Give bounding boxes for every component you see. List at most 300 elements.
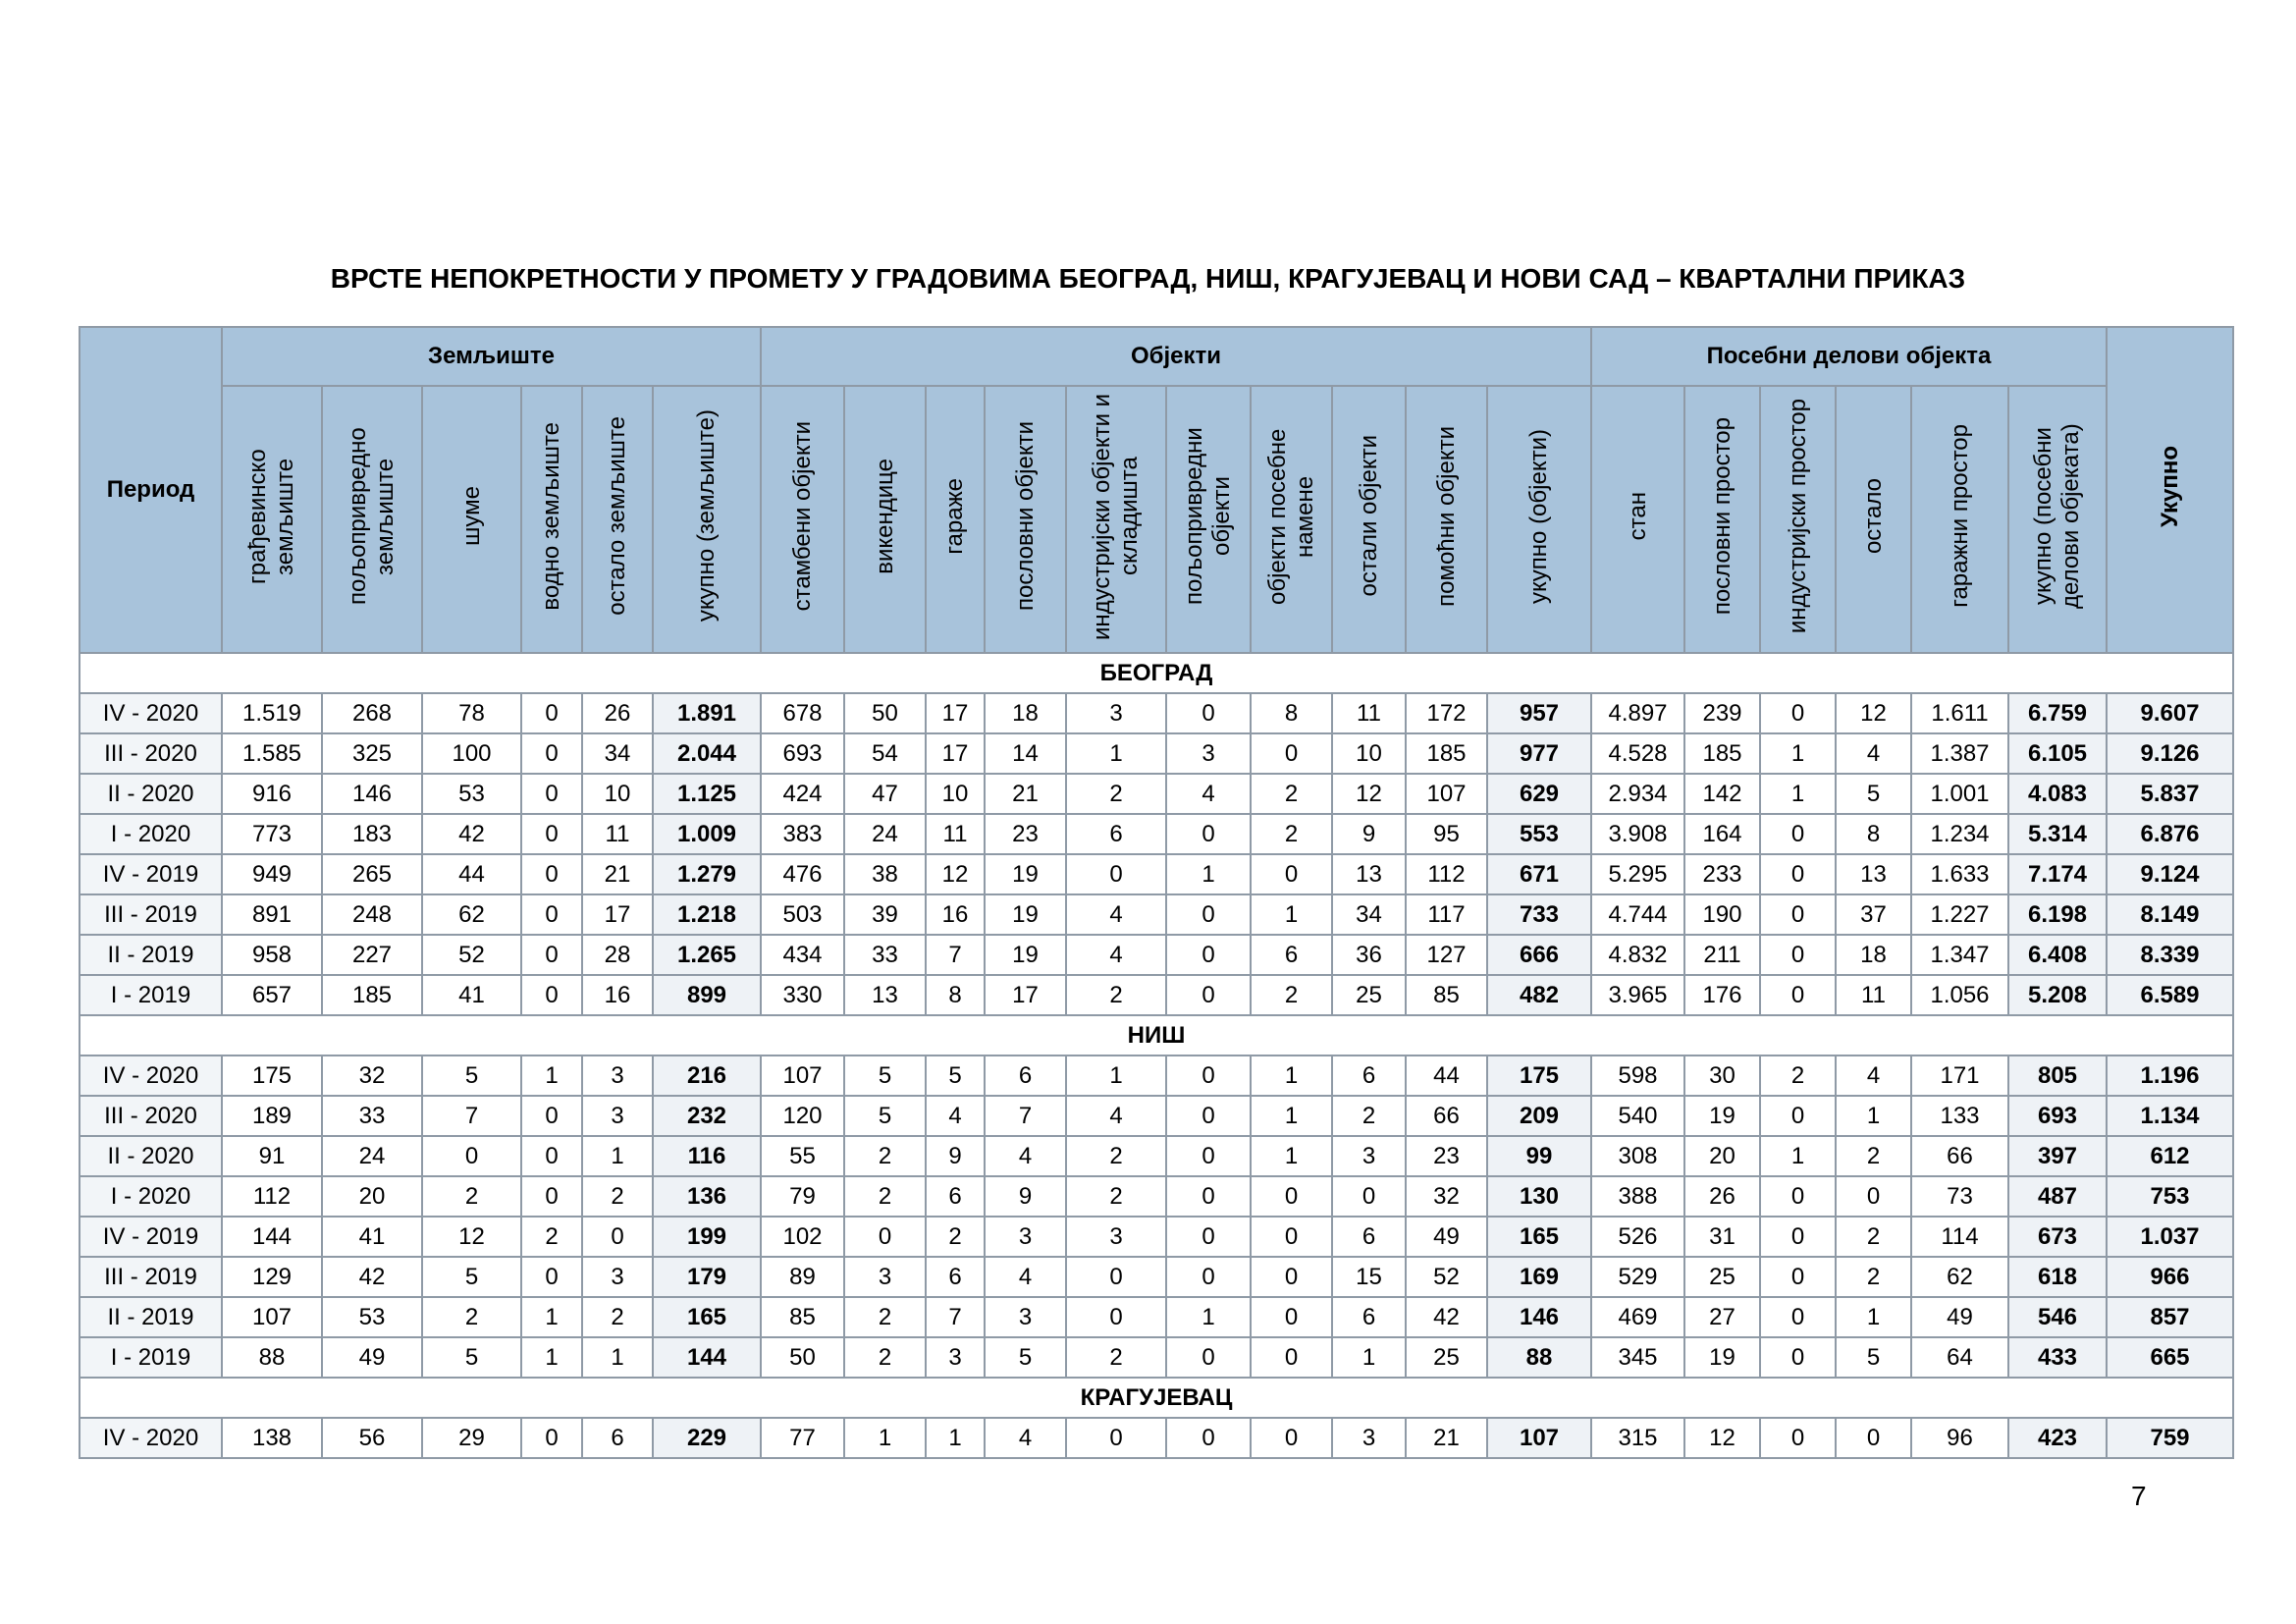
value-cell: 2 (422, 1297, 521, 1337)
header-label: пољопривредно земљиште (345, 427, 399, 605)
table-row (80, 1176, 2233, 1217)
header-group-parts: Посебни делови објекта (1591, 327, 2107, 386)
value-cell: 10 (582, 774, 653, 814)
value-cell: 2 (582, 1176, 653, 1217)
value-cell: 37 (1836, 894, 1911, 935)
value-cell: 18 (985, 693, 1066, 733)
header-parts-col-5 (2008, 386, 2107, 653)
value-cell: 3 (1332, 1136, 1406, 1176)
value-cell: 0 (1166, 1257, 1251, 1297)
value-cell: 0 (521, 1096, 582, 1136)
value-cell: 19 (1684, 1337, 1760, 1378)
value-cell: 66 (1406, 1096, 1487, 1136)
value-cell: 42 (322, 1257, 422, 1297)
value-cell: 5.314 (2008, 814, 2107, 854)
value-cell: 0 (1760, 1297, 1836, 1337)
value-cell: 4 (985, 1257, 1066, 1297)
section-title: НИШ (80, 1015, 2233, 1056)
value-cell: 41 (322, 1217, 422, 1257)
value-cell: 388 (1591, 1176, 1684, 1217)
value-cell: 185 (1406, 733, 1487, 774)
value-cell: 2.934 (1591, 774, 1684, 814)
value-cell: 38 (844, 854, 926, 894)
value-cell: 1 (1760, 1136, 1836, 1176)
value-cell: 4.083 (2008, 774, 2107, 814)
value-cell: 0 (1760, 1096, 1836, 1136)
value-cell: 2 (1836, 1257, 1911, 1297)
value-cell: 12 (926, 854, 985, 894)
value-cell: 211 (1684, 935, 1760, 975)
value-cell: 17 (926, 733, 985, 774)
value-cell: 3 (582, 1096, 653, 1136)
header-label: стамбени објекти (788, 420, 816, 612)
value-cell: 117 (1406, 894, 1487, 935)
header-objects-col-5 (1166, 386, 1251, 653)
value-cell: 546 (2008, 1297, 2107, 1337)
value-cell: 3 (582, 1056, 653, 1096)
header-label: објекти посебне намене (1263, 427, 1318, 605)
value-cell: 102 (761, 1217, 844, 1257)
header-label: стан (1624, 491, 1651, 541)
value-cell: 112 (222, 1176, 322, 1217)
value-cell: 3 (1066, 1217, 1166, 1257)
value-cell: 144 (222, 1217, 322, 1257)
value-cell: 2 (1332, 1096, 1406, 1136)
value-cell: 42 (1406, 1297, 1487, 1337)
value-cell: 0 (1836, 1176, 1911, 1217)
value-cell: 598 (1591, 1056, 1684, 1096)
value-cell: 949 (222, 854, 322, 894)
value-cell: 0 (1836, 1418, 1911, 1458)
value-cell: 0 (1760, 854, 1836, 894)
value-cell: 2 (1066, 774, 1166, 814)
value-cell: 5.295 (1591, 854, 1684, 894)
value-cell: 23 (985, 814, 1066, 854)
value-cell: 469 (1591, 1297, 1684, 1337)
value-cell: 11 (1332, 693, 1406, 733)
value-cell: 62 (1911, 1257, 2008, 1297)
value-cell: 9 (926, 1136, 985, 1176)
header-group-land: Земљиште (222, 327, 761, 386)
value-cell: 1.519 (222, 693, 322, 733)
header-objects-col-9 (1487, 386, 1591, 653)
value-cell: 185 (1684, 733, 1760, 774)
table-row (80, 1297, 2233, 1337)
header-label: гаражни простор (1946, 424, 1973, 608)
value-cell: 17 (926, 693, 985, 733)
value-cell: 1.347 (1911, 935, 2008, 975)
value-cell: 4.832 (1591, 935, 1684, 975)
value-cell: 6 (926, 1176, 985, 1217)
value-cell: 665 (2107, 1337, 2233, 1378)
value-cell: 189 (222, 1096, 322, 1136)
value-cell: 1.891 (653, 693, 761, 733)
header-objects-col-0 (761, 386, 844, 653)
value-cell: 4.897 (1591, 693, 1684, 733)
header-label: укупно (земљиште) (693, 409, 720, 623)
value-cell: 44 (422, 854, 521, 894)
value-cell: 0 (1166, 1217, 1251, 1257)
value-cell: 49 (322, 1337, 422, 1378)
value-cell: 6 (1332, 1217, 1406, 1257)
value-cell: 116 (653, 1136, 761, 1176)
period-cell: III - 2019 (80, 1257, 222, 1297)
value-cell: 1 (521, 1056, 582, 1096)
value-cell: 3 (985, 1217, 1066, 1257)
value-cell: 0 (1166, 935, 1251, 975)
value-cell: 25 (1332, 975, 1406, 1015)
value-cell: 34 (582, 733, 653, 774)
value-cell: 54 (844, 733, 926, 774)
table-row (80, 1136, 2233, 1176)
value-cell: 6 (1332, 1297, 1406, 1337)
value-cell: 4 (1836, 733, 1911, 774)
value-cell: 957 (1487, 693, 1591, 733)
real-estate-table (79, 326, 2234, 1459)
value-cell: 25 (1406, 1337, 1487, 1378)
value-cell: 21 (582, 854, 653, 894)
value-cell: 33 (322, 1096, 422, 1136)
value-cell: 2.044 (653, 733, 761, 774)
value-cell: 9.607 (2107, 693, 2233, 733)
value-cell: 891 (222, 894, 322, 935)
value-cell: 3 (1066, 693, 1166, 733)
value-cell: 239 (1684, 693, 1760, 733)
value-cell: 165 (1487, 1217, 1591, 1257)
value-cell: 138 (222, 1418, 322, 1458)
value-cell: 0 (1066, 1418, 1166, 1458)
value-cell: 540 (1591, 1096, 1684, 1136)
value-cell: 0 (1760, 1217, 1836, 1257)
value-cell: 185 (322, 975, 422, 1015)
value-cell: 0 (521, 894, 582, 935)
value-cell: 6 (1332, 1056, 1406, 1096)
value-cell: 1 (1332, 1337, 1406, 1378)
value-cell: 0 (1251, 1176, 1332, 1217)
value-cell: 1 (1760, 774, 1836, 814)
header-label: остало (1859, 477, 1887, 555)
value-cell: 144 (653, 1337, 761, 1378)
value-cell: 6.408 (2008, 935, 2107, 975)
value-cell: 209 (1487, 1096, 1591, 1136)
value-cell: 0 (521, 1418, 582, 1458)
value-cell: 133 (1911, 1096, 2008, 1136)
value-cell: 26 (582, 693, 653, 733)
value-cell: 315 (1591, 1418, 1684, 1458)
value-cell: 9 (985, 1176, 1066, 1217)
header-label: помоћни објекти (1432, 425, 1460, 607)
value-cell: 5 (844, 1056, 926, 1096)
value-cell: 1.265 (653, 935, 761, 975)
value-cell: 19 (985, 894, 1066, 935)
value-cell: 175 (1487, 1056, 1591, 1096)
value-cell: 6.105 (2008, 733, 2107, 774)
value-cell: 434 (761, 935, 844, 975)
value-cell: 50 (844, 693, 926, 733)
value-cell: 5 (844, 1096, 926, 1136)
value-cell: 47 (844, 774, 926, 814)
value-cell: 199 (653, 1217, 761, 1257)
value-cell: 0 (1066, 854, 1166, 894)
value-cell: 2 (844, 1337, 926, 1378)
value-cell: 2 (422, 1176, 521, 1217)
value-cell: 130 (1487, 1176, 1591, 1217)
value-cell: 39 (844, 894, 926, 935)
value-cell: 136 (653, 1176, 761, 1217)
value-cell: 183 (322, 814, 422, 854)
period-cell: II - 2020 (80, 1136, 222, 1176)
value-cell: 142 (1684, 774, 1760, 814)
value-cell: 0 (521, 774, 582, 814)
table-row (80, 774, 2233, 814)
header-land-col-5 (653, 386, 761, 653)
header-land-col-3 (521, 386, 582, 653)
header-label: пословни простор (1708, 416, 1735, 616)
value-cell: 6 (582, 1418, 653, 1458)
value-cell: 62 (422, 894, 521, 935)
value-cell: 120 (761, 1096, 844, 1136)
header-parts-col-3 (1836, 386, 1911, 653)
value-cell: 31 (1684, 1217, 1760, 1257)
value-cell: 0 (1166, 1176, 1251, 1217)
header-parts-col-0 (1591, 386, 1684, 653)
value-cell: 229 (653, 1418, 761, 1458)
value-cell: 966 (2107, 1257, 2233, 1297)
header-land-col-4 (582, 386, 653, 653)
header-objects-col-3 (985, 386, 1066, 653)
value-cell: 1.009 (653, 814, 761, 854)
period-cell: I - 2019 (80, 1337, 222, 1378)
value-cell: 3.908 (1591, 814, 1684, 854)
value-cell: 4 (1836, 1056, 1911, 1096)
value-cell: 16 (926, 894, 985, 935)
value-cell: 3.965 (1591, 975, 1684, 1015)
value-cell: 1 (1251, 1056, 1332, 1096)
value-cell: 0 (521, 935, 582, 975)
value-cell: 216 (653, 1056, 761, 1096)
value-cell: 11 (1836, 975, 1911, 1015)
value-cell: 5 (1836, 1337, 1911, 1378)
value-cell: 6.876 (2107, 814, 2233, 854)
period-cell: II - 2020 (80, 774, 222, 814)
header-label: индустријски простор (1784, 398, 1811, 634)
value-cell: 1 (1836, 1096, 1911, 1136)
value-cell: 0 (1166, 1418, 1251, 1458)
value-cell: 4 (1066, 1096, 1166, 1136)
value-cell: 10 (1332, 733, 1406, 774)
value-cell: 0 (1166, 1096, 1251, 1136)
value-cell: 28 (582, 935, 653, 975)
value-cell: 2 (1836, 1136, 1911, 1176)
header-label: пословни објекти (1011, 421, 1039, 611)
header-label: остали објекти (1355, 435, 1382, 597)
value-cell: 78 (422, 693, 521, 733)
table-row (80, 1337, 2233, 1378)
header-parts-col-4 (1911, 386, 2008, 653)
value-cell: 1 (521, 1297, 582, 1337)
table-row (80, 814, 2233, 854)
value-cell: 693 (2008, 1096, 2107, 1136)
header-label: водно земљиште (538, 421, 564, 611)
value-cell: 1.611 (1911, 693, 2008, 733)
period-cell: II - 2019 (80, 1297, 222, 1337)
value-cell: 1.279 (653, 854, 761, 894)
table-row (80, 1217, 2233, 1257)
value-cell: 88 (1487, 1337, 1591, 1378)
value-cell: 96 (1911, 1418, 2008, 1458)
value-cell: 482 (1487, 975, 1591, 1015)
value-cell: 0 (1760, 975, 1836, 1015)
value-cell: 129 (222, 1257, 322, 1297)
value-cell: 0 (1760, 814, 1836, 854)
value-cell: 8.339 (2107, 935, 2233, 975)
value-cell: 14 (985, 733, 1066, 774)
period-cell: IV - 2019 (80, 854, 222, 894)
header-label: грађевинско земљиште (244, 448, 298, 584)
value-cell: 3 (1332, 1418, 1406, 1458)
value-cell: 0 (1166, 1056, 1251, 1096)
value-cell: 397 (2008, 1136, 2107, 1176)
value-cell: 3 (926, 1337, 985, 1378)
value-cell: 733 (1487, 894, 1591, 935)
value-cell: 1.037 (2107, 1217, 2233, 1257)
value-cell: 169 (1487, 1257, 1591, 1297)
value-cell: 383 (761, 814, 844, 854)
value-cell: 4.744 (1591, 894, 1684, 935)
value-cell: 423 (2008, 1418, 2107, 1458)
value-cell: 8 (1251, 693, 1332, 733)
value-cell: 6.589 (2107, 975, 2233, 1015)
value-cell: 0 (1251, 854, 1332, 894)
value-cell: 248 (322, 894, 422, 935)
value-cell: 7 (926, 935, 985, 975)
value-cell: 44 (1406, 1056, 1487, 1096)
header-land-col-2 (422, 386, 521, 653)
header-land-col-1 (322, 386, 422, 653)
value-cell: 1 (1251, 1096, 1332, 1136)
header-objects-col-7 (1332, 386, 1406, 653)
value-cell: 2 (521, 1217, 582, 1257)
value-cell: 179 (653, 1257, 761, 1297)
value-cell: 678 (761, 693, 844, 733)
value-cell: 977 (1487, 733, 1591, 774)
period-cell: II - 2019 (80, 935, 222, 975)
value-cell: 487 (2008, 1176, 2107, 1217)
value-cell: 0 (1251, 1337, 1332, 1378)
value-cell: 7 (985, 1096, 1066, 1136)
value-cell: 1 (1251, 1136, 1332, 1176)
value-cell: 19 (985, 935, 1066, 975)
value-cell: 21 (985, 774, 1066, 814)
value-cell: 9.124 (2107, 854, 2233, 894)
value-cell: 7 (926, 1297, 985, 1337)
table-row (80, 1056, 2233, 1096)
value-cell: 657 (222, 975, 322, 1015)
value-cell: 5.837 (2107, 774, 2233, 814)
value-cell: 53 (322, 1297, 422, 1337)
value-cell: 2 (1836, 1217, 1911, 1257)
period-cell: IV - 2020 (80, 693, 222, 733)
value-cell: 2 (1251, 975, 1332, 1015)
value-cell: 1 (1166, 854, 1251, 894)
value-cell: 958 (222, 935, 322, 975)
value-cell: 503 (761, 894, 844, 935)
value-cell: 12 (1684, 1418, 1760, 1458)
value-cell: 49 (1406, 1217, 1487, 1257)
period-cell: I - 2020 (80, 814, 222, 854)
value-cell: 30 (1684, 1056, 1760, 1096)
value-cell: 49 (1911, 1297, 2008, 1337)
value-cell: 53 (422, 774, 521, 814)
header-parts-col-1 (1684, 386, 1760, 653)
value-cell: 6.198 (2008, 894, 2107, 935)
value-cell: 433 (2008, 1337, 2107, 1378)
value-cell: 0 (1166, 814, 1251, 854)
value-cell: 233 (1684, 854, 1760, 894)
header-objects-col-2 (926, 386, 985, 653)
value-cell: 4 (1166, 774, 1251, 814)
value-cell: 13 (844, 975, 926, 1015)
value-cell: 6 (926, 1257, 985, 1297)
header-objects-col-1 (844, 386, 926, 653)
value-cell: 1.387 (1911, 733, 2008, 774)
value-cell: 1.125 (653, 774, 761, 814)
value-cell: 345 (1591, 1337, 1684, 1378)
table-row (80, 854, 2233, 894)
header-period: Период (80, 327, 222, 653)
value-cell: 0 (1332, 1176, 1406, 1217)
period-cell: III - 2020 (80, 733, 222, 774)
value-cell: 32 (1406, 1176, 1487, 1217)
value-cell: 4.528 (1591, 733, 1684, 774)
value-cell: 23 (1406, 1136, 1487, 1176)
value-cell: 0 (1760, 935, 1836, 975)
value-cell: 19 (1684, 1096, 1760, 1136)
table-row (80, 894, 2233, 935)
value-cell: 5.208 (2008, 975, 2107, 1015)
value-cell: 146 (1487, 1297, 1591, 1337)
value-cell: 0 (1166, 1337, 1251, 1378)
value-cell: 52 (1406, 1257, 1487, 1297)
value-cell: 0 (1760, 1418, 1836, 1458)
value-cell: 0 (1760, 894, 1836, 935)
value-cell: 268 (322, 693, 422, 733)
value-cell: 0 (521, 814, 582, 854)
value-cell: 10 (926, 774, 985, 814)
value-cell: 227 (322, 935, 422, 975)
value-cell: 330 (761, 975, 844, 1015)
value-cell: 2 (1066, 975, 1166, 1015)
value-cell: 17 (582, 894, 653, 935)
header-label: укупно (посебни делови објеката) (2030, 423, 2084, 609)
header-parts-col-2 (1760, 386, 1836, 653)
value-cell: 21 (1406, 1418, 1487, 1458)
header-label: гараже (941, 477, 968, 555)
value-cell: 5 (985, 1337, 1066, 1378)
header-group-objects: Објекти (761, 327, 1591, 386)
value-cell: 0 (1066, 1297, 1166, 1337)
value-cell: 618 (2008, 1257, 2107, 1297)
value-cell: 172 (1406, 693, 1487, 733)
value-cell: 1 (1836, 1297, 1911, 1337)
value-cell: 5 (422, 1056, 521, 1096)
value-cell: 232 (653, 1096, 761, 1136)
table-row (80, 693, 2233, 733)
value-cell: 176 (1684, 975, 1760, 1015)
value-cell: 2 (844, 1176, 926, 1217)
value-cell: 0 (582, 1217, 653, 1257)
value-cell: 0 (1166, 975, 1251, 1015)
